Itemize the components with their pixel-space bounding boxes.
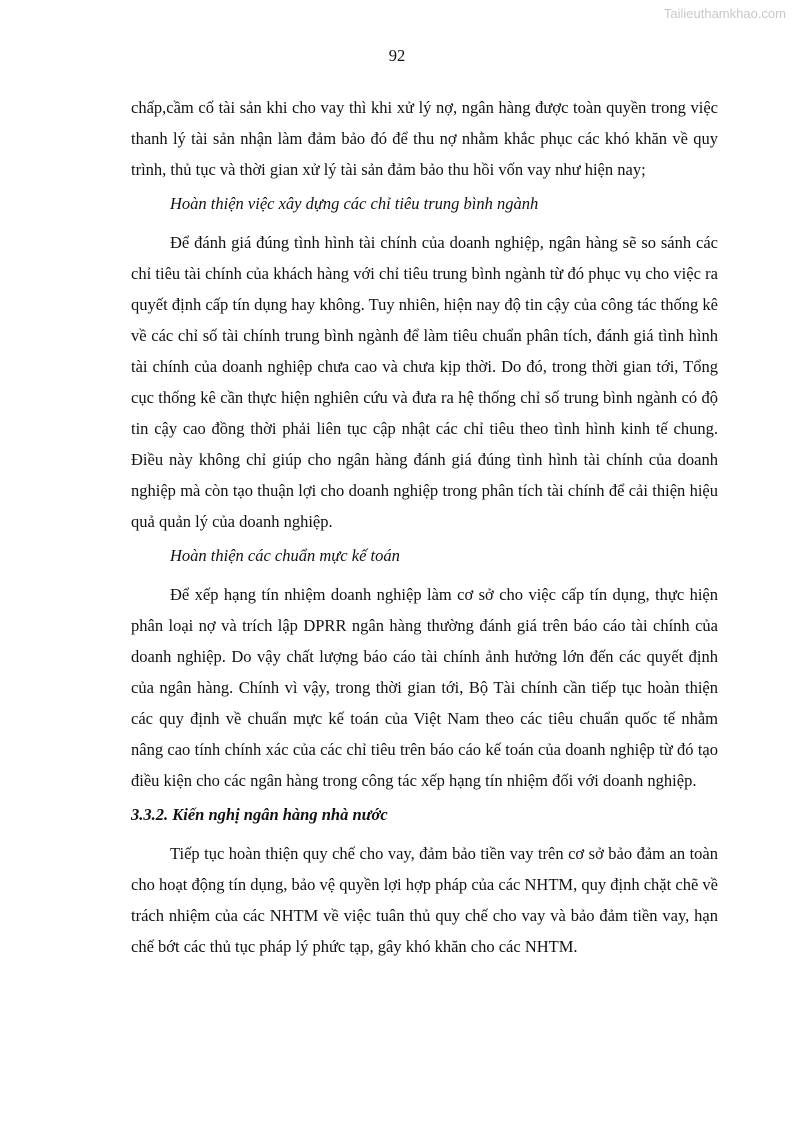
page-number: 92 [388, 46, 406, 65]
paragraph-state-bank-recommendation: Tiếp tục hoàn thiện quy chế cho vay, đảm bảo tiền vay trên cơ sở bảo đảm an toàn cho hoạt động tín dụng, bảo vệ quyền lợi hợp pháp của các NHTM, quy định chặt chẽ về trách nhiệm của các NHTM về việc tuân thủ quy chế cho vay và bảo đảm tiền vay, hạn chế bớt các thủ tục pháp lý phức tạp, gây khó khăn cho các NHTM. [131, 844, 718, 956]
paragraph-accounting-standards: Để xếp hạng tín nhiệm doanh nghiệp làm cơ sở cho việc cấp tín dụng, thực hiện phân loại nợ và trích lập DPRR ngân hàng thường đánh giá trên báo cáo tài chính của doanh nghiệp. Do vậy chất lượng báo cáo tài chính ảnh hưởng lớn đến các quyết định của ngân hàng. Chính vì vậy, trong thời gian tới, Bộ Tài chính cần tiếp tục hoàn thiện các quy định về chuẩn mực kế toán của Việt Nam theo các tiêu chuẩn quốc tế nhằm nâng cao tính chính xác của các chỉ tiêu trên báo cáo kế toán của doanh nghiệp từ đó tạo điều kiện cho các ngân hàng trong công tác xếp hạng tín nhiệm đối với doanh nghiệp. [131, 585, 718, 790]
section-heading-3-3-2: 3.3.2. Kiến nghị ngân hàng nhà nước [131, 805, 388, 824]
subheading-accounting-standards: Hoàn thiện các chuẩn mực kế toán [170, 546, 400, 565]
paragraph-industry-indicators: Để đánh giá đúng tình hình tài chính của doanh nghiệp, ngân hàng sẽ so sánh các chỉ tiêu tài chính của khách hàng với chỉ tiêu trung bình ngành từ đó phục vụ cho việc ra quyết định cấp tín dụng hay không. Tuy nhiên, hiện nay độ tin cậy của công tác thống kê về các chỉ số tài chính trung bình ngành để làm tiêu chuẩn phân tích, đánh giá tình hình tài chính của doanh nghiệp chưa cao và chưa kịp thời. Do đó, trong thời gian tới, Tổng cục thống kê cần thực hiện nghiên cứu và đưa ra hệ thống chỉ số trung bình ngành có độ tin cậy cao đồng thời phải liên tục cập nhật các chỉ tiêu theo tình hình kinh tế chung. Điều này không chỉ giúp cho ngân hàng đánh giá đúng tình hình tài chính của doanh nghiệp mà còn tạo thuận lợi cho doanh nghiệp trong phân tích tài chính để cải thiện hiệu quả quản lý của doanh nghiệp. [131, 233, 718, 531]
watermark: Tailieuthamkhao.com [663, 6, 786, 21]
paragraph-continuation: chấp,cầm cố tài sản khi cho vay thì khi xử lý nợ, ngân hàng được toàn quyền trong việc thanh lý tài sản nhận làm đảm bảo đó để thu nợ nhằm khắc phục các khó khăn về quy trình, thủ tục và thời gian xử lý tài sản đảm bảo thu hồi vốn vay như hiện nay; [131, 98, 718, 179]
document-body [131, 92, 718, 965]
subheading-average-industry-indicators: Hoàn thiện việc xây dựng các chỉ tiêu trung bình ngành [170, 194, 539, 213]
